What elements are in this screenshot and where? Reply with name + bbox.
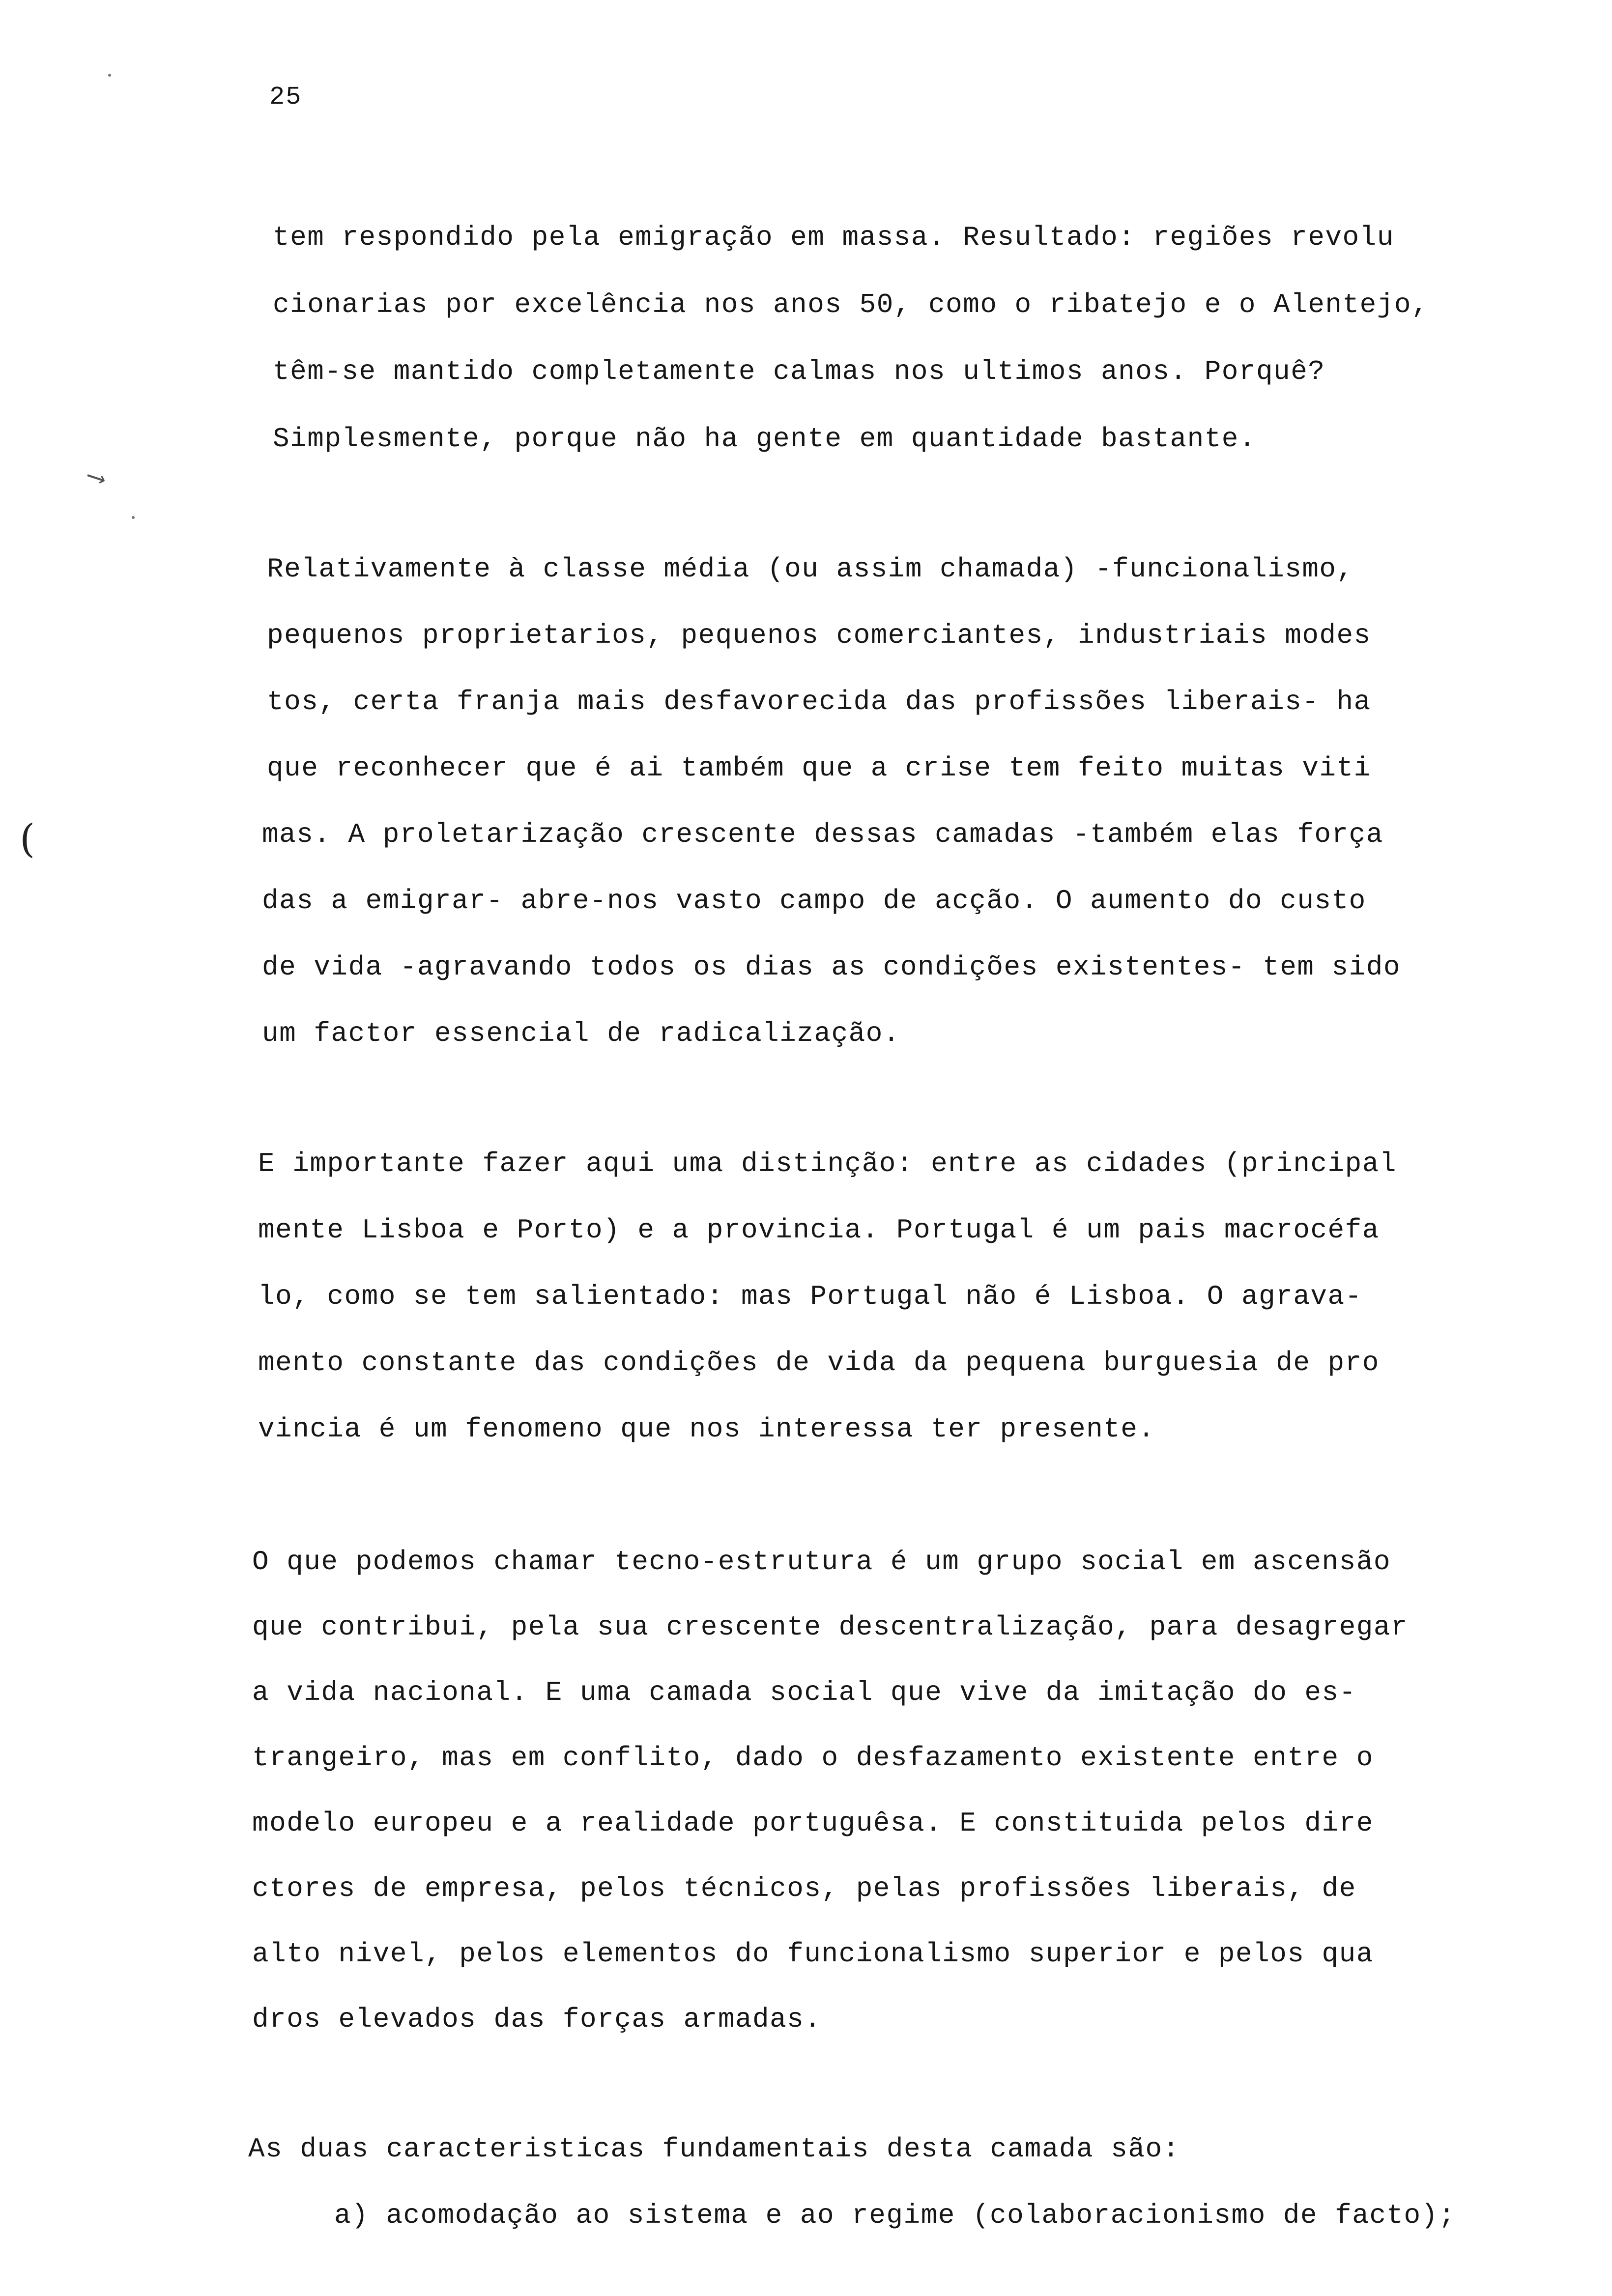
text-line: pequenos proprietarios, pequenos comerciantes, industriais modes	[267, 620, 1371, 651]
text-line: tos, certa franja mais desfavorecida das profissões liberais- ha	[267, 686, 1371, 718]
text-line: mente Lisboa e Porto) e a provincia. Portugal é um pais macrocéfa	[258, 1214, 1380, 1246]
text-line: tem respondido pela emigração em massa. Resultado: regiões revolu	[273, 222, 1394, 253]
text-line: mento constante das condições de vida da pequena burguesia de pro	[258, 1347, 1380, 1378]
text-line: O que podemos chamar tecno-estrutura é um grupo social em ascensão	[252, 1546, 1391, 1578]
page-number: 25	[269, 83, 302, 112]
margin-dot	[108, 74, 111, 77]
text-line: das a emigrar- abre-nos vasto campo de acção. O aumento do custo	[262, 885, 1366, 917]
margin-parenthesis-mark: (	[20, 816, 35, 861]
text-line: alto nivel, pelos elementos do funcionalismo superior e pelos qua	[252, 1938, 1374, 1970]
text-line: que contribui, pela sua crescente descentralização, para desagregar	[252, 1611, 1409, 1643]
text-line: a) acomodação ao sistema e ao regime (colaboracionismo de facto);	[334, 2200, 1456, 2231]
margin-arrow-mark: ⟶	[84, 462, 108, 495]
text-line: Simplesmente, porque não ha gente em quantidade bastante.	[273, 423, 1257, 455]
text-line: modelo europeu e a realidade portuguêsa. E constituida pelos dire	[252, 1808, 1374, 1839]
text-line: trangeiro, mas em conflito, dado o desfazamento existente entre o	[252, 1742, 1374, 1774]
text-line: dros elevados das forças armadas.	[252, 2004, 822, 2035]
text-line: lo, como se tem salientado: mas Portugal não é Lisboa. O agrava-	[258, 1281, 1362, 1312]
text-line: As duas caracteristicas fundamentais desta camada são:	[248, 2133, 1180, 2165]
text-line: vincia é um fenomeno que nos interessa ter presente.	[258, 1413, 1155, 1445]
text-line: E importante fazer aqui uma distinção: entre as cidades (principal	[258, 1148, 1397, 1179]
text-line: ctores de empresa, pelos técnicos, pelas profissões liberais, de	[252, 1873, 1356, 1904]
margin-dot	[132, 516, 135, 519]
text-line: mas. A proletarização crescente dessas camadas -também elas força	[262, 819, 1383, 850]
text-line: de vida -agravando todos os dias as condições existentes- tem sido	[262, 951, 1401, 983]
text-line: que reconhecer que é ai também que a crise tem feito muitas viti	[267, 752, 1371, 784]
text-line: a vida nacional. E uma camada social que vive da imitação do es-	[252, 1677, 1356, 1708]
text-line: têm-se mantido completamente calmas nos ultimos anos. Porquê?	[273, 356, 1343, 387]
text-line: cionarias por excelência nos anos 50, como o ribatejo e o Alentejo,	[273, 289, 1429, 320]
text-line: um factor essencial de radicalização.	[262, 1018, 900, 1049]
text-line: Relativamente à classe média (ou assim chamada) -funcionalismo,	[267, 553, 1354, 585]
